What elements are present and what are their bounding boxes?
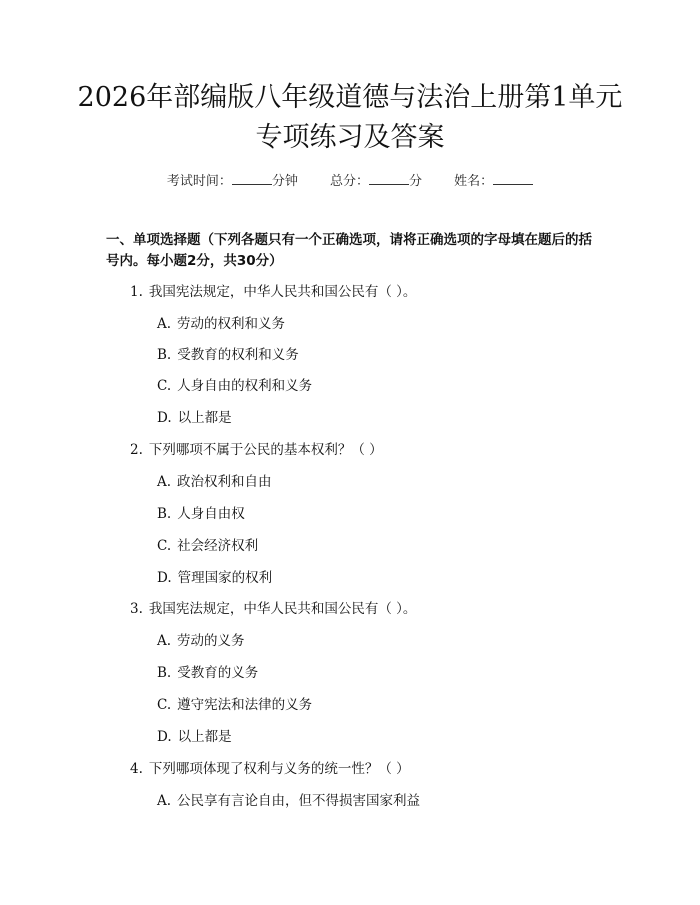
question-1 — [130, 283, 416, 301]
section-heading: 一、单项选择题（下列各题只有一个正确选项，请将正确选项的字母填在题后的括号内。每小题2分，共30分） — [106, 232, 592, 269]
question-2 — [130, 441, 383, 459]
option-letter: D. — [157, 570, 172, 586]
question-4-option-a — [157, 792, 420, 810]
question-number: 1. — [130, 284, 143, 300]
option-text: 社会经济权利 — [177, 538, 259, 554]
student-name-field — [454, 174, 533, 189]
question-3-option-a — [157, 632, 245, 650]
question-text: 下列哪项体现了权利与义务的统一性？（ ） — [148, 761, 410, 777]
question-3-option-b — [157, 664, 258, 682]
option-text: 遵守宪法和法律的义务 — [177, 697, 313, 713]
question-number: 3. — [130, 601, 143, 617]
exam-meta — [0, 170, 700, 189]
student-name-label: 姓名： — [454, 174, 494, 189]
option-text: 人身自由的权利和义务 — [177, 378, 313, 394]
total-score-label: 总分： — [329, 174, 369, 189]
exam-time-field — [167, 174, 302, 189]
option-letter: B. — [157, 665, 172, 681]
question-text: 下列哪项不属于公民的基本权利？（ ） — [148, 442, 383, 458]
option-letter: D. — [157, 410, 172, 426]
option-text: 劳动的义务 — [177, 633, 245, 649]
option-text: 以上都是 — [177, 410, 232, 426]
option-letter: C. — [157, 697, 172, 713]
option-letter: A. — [157, 316, 172, 332]
option-letter: D. — [157, 729, 172, 745]
option-letter: B. — [157, 506, 172, 522]
option-letter: A. — [157, 793, 172, 809]
option-text: 受教育的权利和义务 — [177, 347, 299, 363]
question-2-option-b — [157, 505, 245, 523]
question-text: 我国宪法规定，中华人民共和国公民有（ ）。 — [148, 601, 417, 617]
document-title: 2026年部编版八年级道德与法治上册第1单元专项练习及答案 — [77, 82, 623, 153]
option-text: 受教育的义务 — [177, 665, 259, 681]
option-text: 以上都是 — [177, 729, 232, 745]
question-2-option-c — [157, 537, 258, 555]
total-score-blank[interactable] — [369, 172, 409, 185]
option-text: 管理国家的权利 — [177, 570, 273, 586]
total-score-unit: 分 — [409, 174, 423, 189]
option-letter: C. — [157, 378, 172, 394]
exam-time-label: 考试时间： — [166, 174, 232, 189]
option-letter: A. — [157, 474, 172, 490]
question-text: 我国宪法规定，中华人民共和国公民有（ ）。 — [148, 284, 417, 300]
option-text: 劳动的权利和义务 — [177, 316, 286, 332]
option-text: 政治权利和自由 — [177, 474, 272, 490]
question-2-option-d — [157, 569, 272, 587]
exam-time-blank[interactable] — [232, 172, 272, 185]
question-1-option-b — [157, 346, 299, 364]
option-text: 公民享有言论自由，但不得损害国家利益 — [177, 793, 421, 809]
question-4 — [130, 760, 410, 778]
option-letter: A. — [157, 633, 172, 649]
question-number: 4. — [130, 761, 143, 777]
question-1-option-d — [157, 409, 232, 427]
question-3-option-c — [157, 696, 312, 714]
question-3-option-d — [157, 728, 232, 746]
question-3 — [130, 600, 416, 618]
total-score-field — [330, 174, 426, 189]
question-1-option-a — [157, 315, 285, 333]
question-1-option-c — [157, 377, 312, 395]
question-number: 2. — [130, 442, 143, 458]
student-name-blank[interactable] — [493, 172, 533, 185]
option-text: 人身自由权 — [177, 506, 245, 522]
question-2-option-a — [157, 473, 272, 491]
option-letter: B. — [157, 347, 172, 363]
option-letter: C. — [157, 538, 172, 554]
exam-time-unit: 分钟 — [271, 174, 298, 189]
